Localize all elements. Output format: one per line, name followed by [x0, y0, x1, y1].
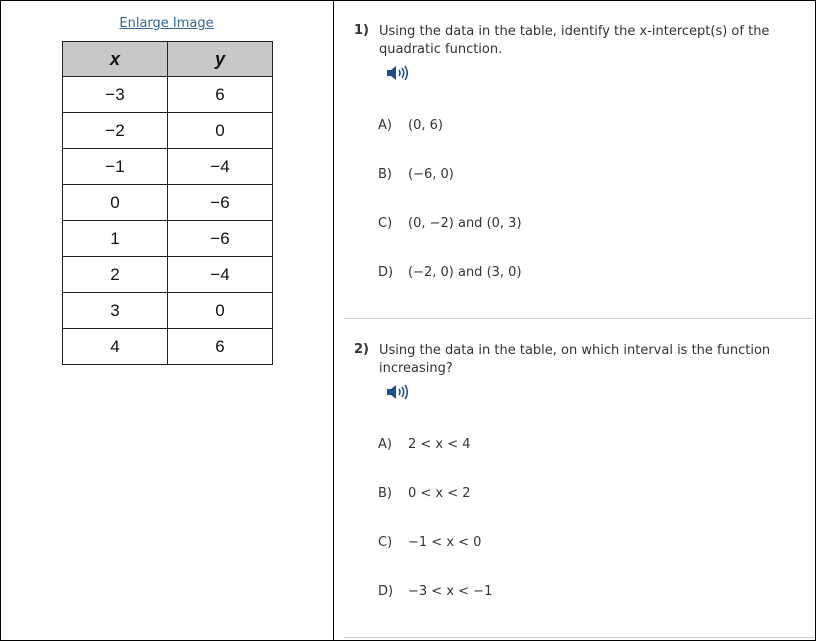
table-cell: 6 — [168, 329, 273, 365]
answer-choice-a[interactable] — [378, 116, 443, 136]
question-text: Using the data in the table, identify the x-intercept(s) of the quadratic function. — [379, 24, 770, 57]
question-1 — [334, 23, 804, 293]
table-row — [63, 113, 273, 149]
answer-choice-d[interactable] — [378, 582, 492, 602]
choice-letter: B) — [378, 167, 392, 182]
choice-letter: A) — [378, 437, 392, 452]
question-number: 1) — [354, 23, 369, 38]
table-cell: 3 — [63, 293, 168, 329]
table-cell: 0 — [63, 185, 168, 221]
table-row — [63, 77, 273, 113]
choice-text: (0, 6) — [408, 118, 443, 133]
choice-letter: A) — [378, 118, 392, 133]
table-cell: −1 — [63, 149, 168, 185]
answer-choice-c[interactable] — [378, 214, 522, 234]
choice-text: −3 < x < −1 — [408, 584, 493, 599]
table-row — [63, 329, 273, 365]
table-row — [63, 185, 273, 221]
table-row — [63, 257, 273, 293]
table-cell: −3 — [63, 77, 168, 113]
speaker-icon[interactable] — [386, 64, 408, 82]
stimulus-pane — [0, 0, 333, 641]
choice-letter: D) — [378, 584, 394, 599]
table-row — [63, 149, 273, 185]
data-table — [62, 41, 273, 365]
answer-choice-c[interactable] — [378, 533, 481, 553]
table-cell: −2 — [63, 113, 168, 149]
table-cell: 0 — [168, 113, 273, 149]
table-cell: 0 — [168, 293, 273, 329]
answer-choice-b[interactable] — [378, 165, 454, 185]
answer-choice-a[interactable] — [378, 435, 471, 455]
choice-text: 2 < x < 4 — [408, 437, 471, 452]
table-cell: −4 — [168, 257, 273, 293]
choice-text: (0, −2) and (0, 3) — [408, 216, 522, 231]
table-row — [63, 221, 273, 257]
question-separator — [344, 318, 814, 319]
column-header-x: x — [63, 42, 168, 77]
column-header-y: y — [168, 42, 273, 77]
answer-choice-b[interactable] — [378, 484, 471, 504]
choice-text: −1 < x < 0 — [408, 535, 482, 550]
choice-text: (−6, 0) — [408, 167, 454, 182]
table-row — [63, 293, 273, 329]
choice-letter: D) — [378, 265, 394, 280]
choice-letter: C) — [378, 535, 393, 550]
enlarge-image-link[interactable]: Enlarge Image — [119, 16, 214, 31]
question-text: Using the data in the table, on which interval is the function increasing? — [379, 343, 771, 376]
table-cell: 1 — [63, 221, 168, 257]
question-number: 2) — [354, 342, 369, 357]
table-cell: 2 — [63, 257, 168, 293]
speaker-icon[interactable] — [386, 383, 408, 401]
choice-letter: B) — [378, 486, 392, 501]
table-header-row — [63, 42, 273, 77]
choice-letter: C) — [378, 216, 393, 231]
table-cell: −4 — [168, 149, 273, 185]
question-separator — [344, 637, 814, 638]
table-cell: −6 — [168, 221, 273, 257]
questions-pane — [334, 0, 816, 641]
answer-choice-d[interactable] — [378, 263, 522, 283]
table-cell: 6 — [168, 77, 273, 113]
table-cell: 4 — [63, 329, 168, 365]
table-cell: −6 — [168, 185, 273, 221]
choice-text: (−2, 0) and (3, 0) — [408, 265, 522, 280]
question-2 — [334, 342, 804, 612]
choice-text: 0 < x < 2 — [408, 486, 471, 501]
